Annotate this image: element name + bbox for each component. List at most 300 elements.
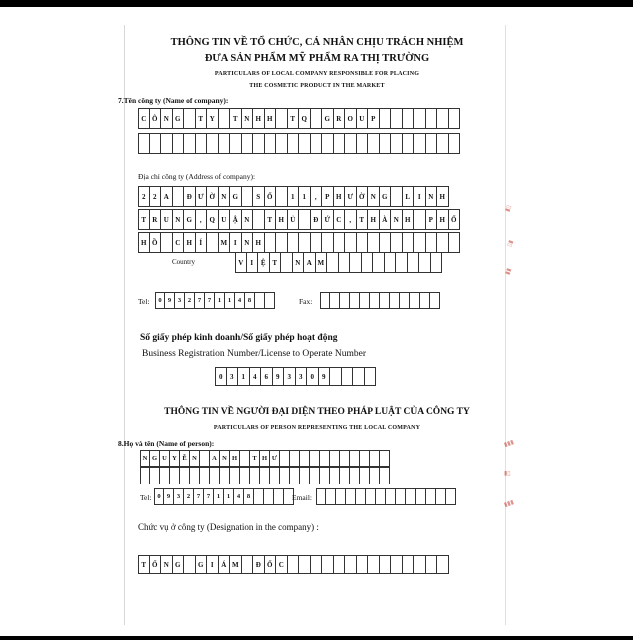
form-cell: N	[293, 252, 305, 273]
form-cell: Y	[207, 108, 219, 129]
form-cell: I	[414, 186, 426, 207]
form-cell	[357, 555, 369, 574]
red-stamp-mark: ▮▮▮	[503, 498, 515, 509]
form-cell	[426, 108, 438, 129]
form-cell: 1	[225, 292, 235, 309]
form-cell	[390, 292, 400, 309]
address-row2	[138, 209, 460, 230]
form-cell	[310, 450, 320, 467]
form-cell: U	[219, 209, 231, 230]
form-cell: 9	[164, 488, 174, 505]
form-cell	[346, 488, 356, 505]
form-cell	[416, 488, 426, 505]
form-cell	[219, 108, 231, 129]
form-cell	[150, 133, 162, 154]
form-cell: H	[253, 108, 265, 129]
form-cell: Ờ	[207, 186, 219, 207]
form-cell: I	[247, 252, 259, 273]
form-cell: I	[207, 555, 219, 574]
form-cell: Ô	[150, 108, 162, 129]
form-cell	[290, 467, 300, 484]
form-cell	[327, 252, 339, 273]
red-stamp-mark: ▮▯	[504, 470, 511, 477]
form-cell	[255, 292, 265, 309]
form-cell: G	[173, 555, 185, 574]
form-cell: H	[253, 232, 265, 253]
form-cell	[320, 292, 330, 309]
form-cell: N	[368, 186, 380, 207]
form-cell: N	[190, 450, 200, 467]
form-cell	[360, 467, 370, 484]
form-cell	[370, 450, 380, 467]
form-cell	[403, 555, 415, 574]
form-cell	[414, 133, 426, 154]
form-cell: S	[253, 186, 265, 207]
form-cell	[280, 450, 290, 467]
form-cell: 6	[261, 367, 273, 386]
form-cell	[353, 367, 365, 386]
form-cell	[426, 488, 436, 505]
form-cell: 7	[205, 292, 215, 309]
form-cell	[240, 467, 250, 484]
form-cell: 7	[194, 488, 204, 505]
form-cell: Ứ	[322, 209, 334, 230]
form-cell	[350, 292, 360, 309]
form-cell: H	[334, 186, 346, 207]
form-cell	[357, 133, 369, 154]
form-cell	[446, 488, 456, 505]
form-cell	[340, 450, 350, 467]
form-cell	[373, 252, 385, 273]
form-cell: 2	[185, 292, 195, 309]
form-cell	[406, 488, 416, 505]
fax-row	[320, 292, 440, 309]
form-cell	[180, 467, 190, 484]
form-cell: 8	[245, 292, 255, 309]
country-row	[235, 252, 442, 273]
form-cell	[253, 209, 265, 230]
form-cell	[356, 488, 366, 505]
form-cell: R	[334, 108, 346, 129]
form-cell	[254, 488, 264, 505]
form-cell: 0	[154, 488, 164, 505]
form-cell	[368, 555, 380, 574]
form-cell	[242, 186, 254, 207]
form-cell	[365, 367, 377, 386]
form-cell: Ố	[265, 186, 277, 207]
form-cell: 3	[174, 488, 184, 505]
form-cell	[334, 232, 346, 253]
form-cell: I	[230, 232, 242, 253]
form-cell: T	[357, 209, 369, 230]
form-cell	[400, 292, 410, 309]
form-cell	[357, 232, 369, 253]
form-cell: P	[322, 186, 334, 207]
bottom-border	[0, 636, 633, 640]
form-cell	[288, 133, 300, 154]
form-cell	[370, 292, 380, 309]
form-cell	[173, 133, 185, 154]
form-cell	[184, 108, 196, 129]
form-cell	[173, 186, 185, 207]
person-row	[140, 450, 390, 467]
form-cell: Đ	[253, 555, 265, 574]
form-cell: Ủ	[288, 209, 300, 230]
form-cell: T	[138, 555, 150, 574]
form-cell: A	[161, 186, 173, 207]
form-cell	[380, 450, 390, 467]
form-cell	[385, 252, 397, 273]
form-cell	[161, 133, 173, 154]
form-cell: Ư	[270, 450, 280, 467]
form-cell: C	[334, 209, 346, 230]
form-cell	[426, 555, 438, 574]
form-cell: ,	[311, 186, 323, 207]
form-cell	[311, 133, 323, 154]
form-cell	[350, 450, 360, 467]
form-cell: N	[161, 555, 173, 574]
title-vi-line1: THÔNG TIN VỀ TỔ CHỨC, CÁ NHÂN CHỊU TRÁCH NHIỆM	[170, 37, 464, 48]
form-cell: N	[242, 209, 254, 230]
form-cell: O	[345, 108, 357, 129]
form-cell: H	[403, 209, 415, 230]
address-label: Địa chỉ công ty (Address of company):	[138, 172, 256, 181]
form-cell	[386, 488, 396, 505]
form-cell	[380, 108, 392, 129]
form-cell: 1	[288, 186, 300, 207]
form-cell	[200, 467, 210, 484]
form-cell	[320, 467, 330, 484]
form-cell	[380, 232, 392, 253]
form-cell: 0	[307, 367, 319, 386]
form-cell	[437, 232, 449, 253]
form-cell	[339, 252, 351, 273]
form-cell	[322, 555, 334, 574]
form-cell: 7	[195, 292, 205, 309]
form-cell: T	[288, 108, 300, 129]
form-cell: H	[368, 209, 380, 230]
form-cell: 7	[204, 488, 214, 505]
form-cell: C	[276, 555, 288, 574]
form-cell: G	[380, 186, 392, 207]
form-cell	[345, 133, 357, 154]
form-cell: N	[219, 186, 231, 207]
form-cell: R	[150, 209, 162, 230]
form-cell: Ư	[345, 186, 357, 207]
company-label: 7.Tên công ty (Name of company):	[118, 96, 229, 105]
red-stamp-mark: ▮▯	[503, 204, 513, 213]
designation-label: Chức vụ ở công ty (Designation in the company) :	[138, 522, 319, 532]
form-cell	[414, 108, 426, 129]
form-cell: L	[403, 186, 415, 207]
form-cell: Ễ	[180, 450, 190, 467]
form-cell: 0	[155, 292, 165, 309]
rep-title-vi: THÔNG TIN VỀ NGƯỜI ĐẠI DIỆN THEO PHÁP LUẬT CỦA CÔNG TY	[164, 407, 470, 417]
form-cell: Ậ	[230, 209, 242, 230]
form-cell	[396, 252, 408, 273]
form-cell	[210, 467, 220, 484]
email-label: Email:	[292, 493, 312, 502]
form-cell	[350, 467, 360, 484]
form-cell: G	[184, 209, 196, 230]
form-cell	[300, 450, 310, 467]
form-cell: 4	[234, 488, 244, 505]
form-cell: 0	[215, 367, 227, 386]
form-cell: T	[270, 252, 282, 273]
form-cell	[380, 467, 390, 484]
form-cell: Đ	[184, 186, 196, 207]
license-row	[215, 367, 376, 386]
form-cell: H	[276, 209, 288, 230]
form-cell	[311, 108, 323, 129]
form-cell	[330, 292, 340, 309]
red-stamp-mark: ▯▮	[505, 239, 515, 248]
form-cell: C	[138, 108, 150, 129]
person-label: 8.Họ và tên (Name of person):	[118, 439, 215, 448]
form-cell	[360, 450, 370, 467]
form-cell: À	[380, 209, 392, 230]
form-cell: H	[138, 232, 150, 253]
form-cell	[280, 467, 290, 484]
country-label: Country	[172, 258, 195, 266]
address-row1	[138, 186, 449, 207]
form-cell: N	[161, 108, 173, 129]
form-cell	[414, 555, 426, 574]
form-cell	[437, 133, 449, 154]
form-cell	[340, 292, 350, 309]
form-cell	[414, 232, 426, 253]
form-cell	[190, 467, 200, 484]
form-cell: U	[161, 209, 173, 230]
form-cell: G	[173, 108, 185, 129]
form-cell	[150, 467, 160, 484]
license-label-vi: Số giấy phép kinh doanh/Số giấy phép hoạt động	[140, 333, 338, 343]
form-cell: H	[230, 450, 240, 467]
form-cell	[340, 467, 350, 484]
form-cell	[230, 133, 242, 154]
form-cell	[366, 488, 376, 505]
form-cell	[288, 555, 300, 574]
form-cell: 1	[299, 186, 311, 207]
form-cell: T	[230, 108, 242, 129]
form-cell	[414, 209, 426, 230]
form-cell: Á	[219, 555, 231, 574]
form-cell: N	[242, 232, 254, 253]
form-cell	[330, 450, 340, 467]
title-en-line1: PARTICULARS OF LOCAL COMPANY RESPONSIBLE FOR PLACING	[214, 71, 420, 77]
form-cell: G	[322, 108, 334, 129]
form-cell	[403, 108, 415, 129]
form-cell	[265, 232, 277, 253]
form-cell: H	[437, 186, 449, 207]
form-cell	[230, 467, 240, 484]
form-cell	[426, 232, 438, 253]
form-cell: H	[260, 450, 270, 467]
form-cell	[240, 450, 250, 467]
person-row2	[140, 467, 390, 484]
form-cell	[326, 488, 336, 505]
form-cell: G	[150, 450, 160, 467]
form-cell: Ờ	[357, 186, 369, 207]
form-cell	[184, 133, 196, 154]
form-cell: N	[391, 209, 403, 230]
form-cell: 4	[235, 292, 245, 309]
email-row	[316, 488, 456, 505]
form-cell	[300, 467, 310, 484]
form-cell: M	[219, 232, 231, 253]
form-cell	[436, 488, 446, 505]
form-cell	[265, 133, 277, 154]
form-cell	[376, 488, 386, 505]
company-name-row2	[138, 133, 460, 154]
license-label-en: Business Registration Number/License to Operate Number	[142, 349, 366, 359]
page-edge-left	[124, 25, 125, 625]
form-cell: 3	[284, 367, 296, 386]
form-cell	[322, 133, 334, 154]
tel2-label: Tel:	[140, 493, 152, 502]
form-cell: 8	[244, 488, 254, 505]
form-cell	[391, 186, 403, 207]
form-cell	[437, 555, 449, 574]
page-edge-right	[505, 25, 506, 625]
form-cell	[330, 367, 342, 386]
form-cell: T	[250, 450, 260, 467]
red-stamp-mark: ▮▮▮	[503, 438, 515, 449]
form-cell	[288, 232, 300, 253]
form-cell: G	[230, 186, 242, 207]
form-cell	[391, 133, 403, 154]
form-cell: Ư	[196, 186, 208, 207]
form-cell	[322, 232, 334, 253]
form-cell	[161, 232, 173, 253]
form-cell	[276, 108, 288, 129]
form-cell	[299, 209, 311, 230]
form-cell	[380, 555, 392, 574]
form-cell: 1	[215, 292, 225, 309]
form-cell	[207, 232, 219, 253]
form-cell: H	[265, 108, 277, 129]
form-cell	[265, 292, 275, 309]
form-cell	[430, 292, 440, 309]
form-cell	[449, 232, 461, 253]
form-cell	[220, 467, 230, 484]
form-cell	[311, 555, 323, 574]
form-cell	[362, 252, 374, 273]
form-cell	[276, 133, 288, 154]
form-cell	[276, 186, 288, 207]
form-cell	[260, 467, 270, 484]
form-cell	[391, 108, 403, 129]
form-cell	[184, 555, 196, 574]
form-cell	[242, 133, 254, 154]
form-cell	[410, 292, 420, 309]
form-cell	[431, 252, 443, 273]
form-cell: 9	[273, 367, 285, 386]
form-cell: G	[196, 555, 208, 574]
form-cell: T	[196, 108, 208, 129]
form-cell: Ồ	[150, 232, 162, 253]
form-cell: Ổ	[150, 555, 162, 574]
form-cell: T	[265, 209, 277, 230]
form-cell: 3	[227, 367, 239, 386]
red-stamp-mark: ▮▮	[503, 267, 513, 276]
form-cell: 2	[138, 186, 150, 207]
form-cell	[140, 467, 150, 484]
form-cell	[403, 133, 415, 154]
form-cell: 2	[184, 488, 194, 505]
form-cell: N	[173, 209, 185, 230]
form-cell: Í	[196, 232, 208, 253]
form-cell	[320, 450, 330, 467]
form-cell	[345, 232, 357, 253]
form-cell	[360, 292, 370, 309]
form-cell: ,	[345, 209, 357, 230]
form-cell	[370, 467, 380, 484]
title-en-line2: THE COSMETIC PRODUCT IN THE MARKET	[249, 83, 385, 89]
form-cell	[380, 133, 392, 154]
form-cell: Đ	[311, 209, 323, 230]
form-cell	[311, 232, 323, 253]
top-border	[0, 0, 633, 7]
form-cell	[196, 133, 208, 154]
form-cell: N	[140, 450, 150, 467]
designation-row	[138, 555, 449, 574]
form-cell	[330, 467, 340, 484]
form-cell	[334, 555, 346, 574]
form-cell: 9	[165, 292, 175, 309]
form-cell	[138, 133, 150, 154]
form-cell	[419, 252, 431, 273]
company-name-row	[138, 108, 460, 129]
form-cell	[299, 133, 311, 154]
form-cell: T	[138, 209, 150, 230]
form-cell	[420, 292, 430, 309]
form-cell	[396, 488, 406, 505]
form-cell	[391, 232, 403, 253]
form-cell	[437, 108, 449, 129]
form-cell	[274, 488, 284, 505]
form-cell: Ệ	[258, 252, 270, 273]
form-cell	[299, 232, 311, 253]
form-cell	[334, 133, 346, 154]
form-cell	[408, 252, 420, 273]
form-cell	[350, 252, 362, 273]
form-cell	[207, 133, 219, 154]
form-cell	[380, 292, 390, 309]
form-cell: A	[210, 450, 220, 467]
form-cell	[368, 232, 380, 253]
form-cell	[242, 555, 254, 574]
form-cell	[345, 555, 357, 574]
form-cell	[336, 488, 346, 505]
fax-label: Fax:	[299, 297, 313, 306]
form-cell: H	[437, 209, 449, 230]
form-cell: 1	[214, 488, 224, 505]
form-cell: Ố	[265, 555, 277, 574]
form-cell: N	[242, 108, 254, 129]
form-cell	[342, 367, 354, 386]
tel-label: Tel:	[138, 297, 150, 306]
form-cell: M	[230, 555, 242, 574]
form-cell: 1	[238, 367, 250, 386]
form-cell	[170, 467, 180, 484]
rep-title-en: PARTICULARS OF PERSON REPRESENTING THE LOCAL COMPANY	[213, 425, 421, 431]
form-cell: V	[235, 252, 247, 273]
form-cell: 3	[296, 367, 308, 386]
form-cell	[200, 450, 210, 467]
tel2-row	[154, 488, 294, 505]
form-cell: 3	[175, 292, 185, 309]
